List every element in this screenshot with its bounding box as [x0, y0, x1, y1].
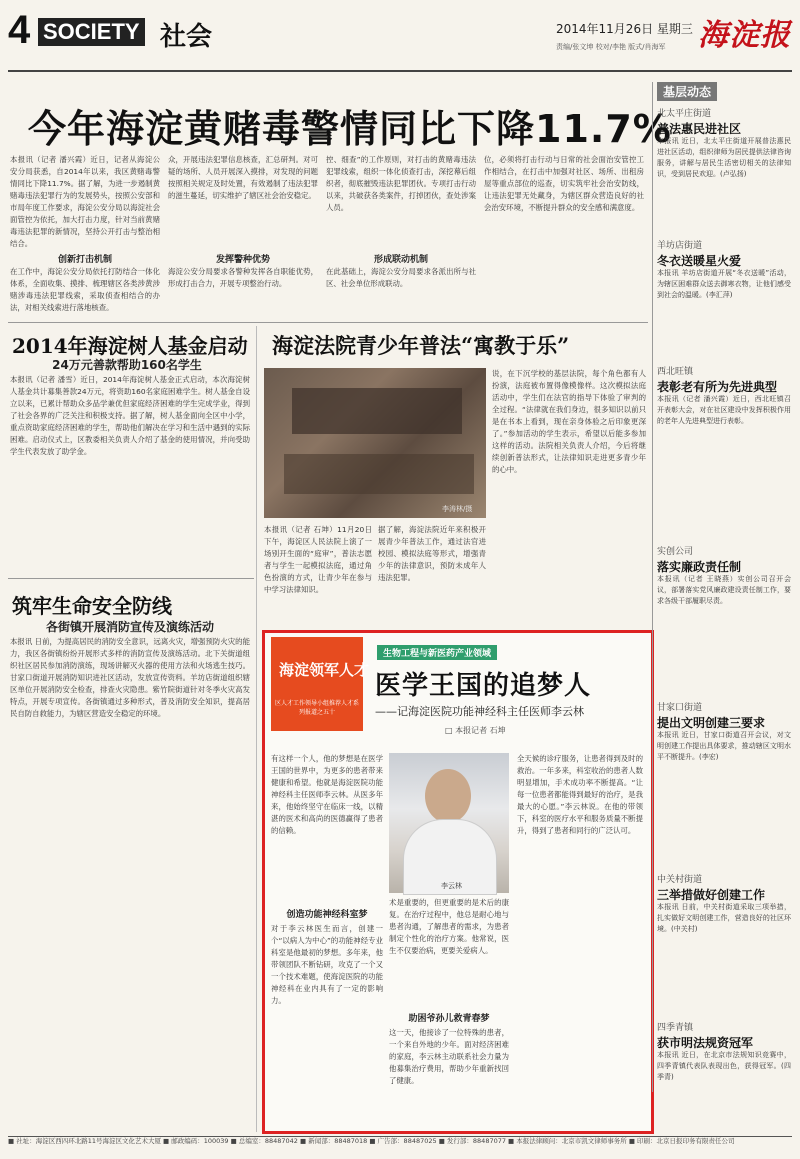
- masthead: [8, 6, 792, 72]
- sidebar-item-kicker: 中关村街道: [657, 875, 703, 885]
- lead-headline: 今年海淀黄赌毒警情同比下降11.7%: [28, 107, 672, 151]
- fund-article-body: 本报讯（记者 潘雪）近日，2014年海淀树人基金正式启动，本次海淀树人基金共计募集善款24万元，将资助160名家庭困难学生。树人基金自设立以来，已累计帮助众多品学兼优但家庭经济困难的学生完成学业，得到了社会各界的广泛关注和积极支持。据了解，树人基金面向全区中小学，重点资助家庭经济困难的学生，帮助他们解决在学习和生活中遇到的实际困难。启动仪式上，区教委相关负责人介绍了基金的使用情况，并向受助学生代表发放了助学金。: [10, 375, 250, 456]
- page-footer: ■ 社址：海淀区西四环北路11号海淀区文化艺术大厦 ■ 邮政编码：100039 ■ 总编室：88487042 ■ 新闻部：88487018 ■ 广告部：88487025 ■ 发行部：88487077 ■ 本报法律顾问：北京市凯文律师事务所 ■ 印刷：北京日报印务有限责任公司: [8, 1136, 792, 1157]
- sidebar-item-body: 本报讯 近日，北太平庄街道开展普法惠民进社区活动，组织律师为居民提供法律咨询服务，讲解与居民生活密切相关的法律知识，受到居民欢迎。(卢弘扬): [657, 137, 791, 178]
- lead-article-col3b: 在此基础上，海淀公安分局要求各派出所与社区、社会单位形成联动。: [326, 267, 476, 288]
- issue-date: 2014年11月26日 星期三: [556, 22, 693, 36]
- sidebar-item-kicker: 甘家口街道: [657, 703, 703, 713]
- sidebar-item-kicker: 实创公司: [657, 547, 694, 557]
- doctor-head-shape: [425, 769, 471, 823]
- sidebar-item-body: 本报讯 近日，甘家口街道召开会议，对文明创建工作提出具体要求，推动辖区文明水平不断提升。(李宏): [657, 731, 791, 761]
- lead-article-col2b: 海淀公安分局要求各警种发挥各自职能优势，形成打击合力，开展专项整治行动。: [168, 267, 318, 288]
- column-divider: [256, 326, 257, 1132]
- sidebar-item-body: 本报讯 日前，中关村街道采取三项举措，扎实做好文明创建工作，营造良好的社区环境。(中关村): [657, 903, 791, 933]
- community-news-sidebar: [652, 82, 793, 1092]
- talent-badge: [271, 637, 370, 731]
- feature-category-tag: 生物工程与新医药产业领域: [377, 645, 497, 660]
- safety-article-title: 筑牢生命安全防线: [12, 594, 172, 618]
- sidebar-item-kicker: 西北旺镇: [657, 367, 694, 377]
- feature-box: [262, 630, 654, 1134]
- safety-article-subtitle: 各街镇开展消防宣传及演练活动: [45, 620, 214, 634]
- sidebar-item-kicker: 羊坊店街道: [657, 241, 703, 251]
- fund-article-subtitle: 24万元善款帮助160名学生: [52, 358, 202, 372]
- sidebar-item-headline: 普法惠民进社区: [657, 122, 742, 136]
- court-article-title: 海淀法院青少年普法“寓教于乐”: [272, 333, 570, 358]
- court-photo: [264, 368, 486, 518]
- feature-col2b: 这一天，他接诊了一位特殊的患者，一个来自外地的少年。面对经济困难的家庭，李云林主动联系社会力量为他募集治疗费用，帮助少年重新找回了健康。: [389, 1028, 509, 1085]
- fund-article-title: 2014年海淀树人基金启动: [12, 334, 248, 358]
- feature-col1: 有这样一个人，他的梦想是在医学王国的世界中，为更多的患者带来健康和希望。他就是海淀医院功能神经科主任医师李云林。从医多年来，他始终坚守在临床一线，以精湛的医术和高尚的医德赢得了患者的信赖。: [271, 754, 383, 835]
- lead-subhead-2: 发挥警种优势: [215, 255, 270, 265]
- sidebar-item-body: 本报讯 近日，在北京市法规知识竞赛中，四季青镇代表队表现出色，获得冠军。(四季青): [657, 1051, 791, 1081]
- sidebar-item-headline: 获市明法规资冠军: [657, 1036, 754, 1050]
- lead-article-col2: 众，开展违法犯罪信息核查，汇总研判。对可疑的场所、人员开展深入摸排，对发现的问题按照相关规定及时处置，有效遏制了违法犯罪的滋生蔓延，切实维护了辖区社会治安稳定。: [168, 155, 318, 200]
- section-label-en: SOCIETY: [38, 18, 145, 46]
- sidebar-item-kicker: 北太平庄街道: [657, 109, 712, 119]
- feature-byline: □ 本报记者 石坤: [445, 726, 506, 735]
- court-article-body-right: 说，在下沉学校的基层法院，每个角色都有人扮演，法庭被布置得像模像样。这次模拟法庭活动中，学生们在法官的指导下体验了审判的全过程。“法律就在我们身边，很多知识以前只是在书本上看到，现在亲身体验之后印象更深了。”参加活动的学生表示，希望以后能多参加这样的活动。法院相关负责人介绍，今后将继续创新普法形式，让法律知识走进更多青少年的心中。: [492, 369, 646, 474]
- feature-subhead-1: 创造功能神经科室梦: [286, 910, 368, 920]
- section-label-cn: 社会: [160, 22, 213, 52]
- feature-col2: 术是重要的，但更重要的是术后的康复。在治疗过程中，他总是耐心地与患者沟通，了解患者的需求，为患者制定个性化的治疗方案。他常说，医生不仅要治病，更要关爱病人。: [389, 898, 509, 955]
- sidebar-item-body: 本报讯（记者 王晓燕）实创公司召开会议，部署落实党风廉政建设责任制工作，要求各级干部履职尽责。: [657, 575, 791, 605]
- divider: [8, 322, 648, 323]
- sidebar-item-headline: 冬衣送暖星火爱: [657, 254, 742, 268]
- feature-subtitle: ——记海淀医院功能神经科主任医师李云林: [375, 705, 584, 718]
- paper-logo: 海淀报: [698, 18, 791, 53]
- staff-credits: 责编/张文坤 校对/李艳 版式/肖海军: [556, 43, 666, 51]
- badge-title: 海淀领军人才: [279, 661, 370, 679]
- photo-credit: 李涛林/摄: [442, 505, 473, 513]
- feature-col3: 全天候的诊疗服务，让患者得到及时的救治。一年多来，科室收治的患者人数明显增加，手术成功率不断提高。“让每一位患者都能得到最好的治疗，是我最大的心愿。”李云林说。在他的带领下，科室的医疗水平和服务质量不断提升，得到了患者和同行的广泛认可。: [517, 754, 643, 835]
- feature-col1b: 对于李云林医生而言，创建一个“以病人为中心”的功能神经专业科室是他最初的梦想。多年来，他带领团队不断钻研，攻克了一个又一个技术难题，使海淀医院的功能神经科在业内具有了一定的影响力。: [271, 924, 383, 1005]
- feature-subhead-2: 助困爷孙儿救青春梦: [408, 1014, 490, 1024]
- doctor-photo: [389, 753, 509, 893]
- sidebar-title: 基层动态: [657, 82, 717, 101]
- safety-article-body: 本报讯 日前，为提高居民的消防安全意识，远离火灾，增强预防火灾的能力，我区各街镇纷纷开展形式多样的消防宣传及演练活动。北下关街道组织社区居民参加消防演练，现场讲解灭火器的使用方法和火场逃生技巧。甘家口街道开展消防知识进社区活动，发放宣传资料。羊坊店街道组织辖区单位开展消防安全检查，排查火灾隐患。紫竹院街道针对冬季火灾高发特点，开展专项宣传。各街镇通过多种形式，普及消防安全知识，提高居民自防自救能力，为辖区营造安全稳定的环境。: [10, 637, 250, 718]
- courtroom-bench-shape: [292, 388, 462, 434]
- sidebar-item-body: 本报讯（记者 潘兴霞）近日，西北旺镇召开表彰大会，对在社区建设中发挥积极作用的老年人先进典型进行表彰。: [657, 395, 791, 425]
- badge-subtitle: 区人才工作领导小组推荐人才系列报道之五十: [275, 700, 360, 716]
- sidebar-item-headline: 提出文明创建三要求: [657, 716, 766, 730]
- sidebar-item-body: 本报讯 羊坊店街道开展“冬衣送暖”活动，为辖区困难群众送去御寒衣物，让他们感受到社会的温暖。(李汇萍): [657, 269, 791, 299]
- lead-article-col1: 本报讯（记者 潘兴霞）近日，记者从海淀公安分局获悉，自2014年以来，我区黄赌毒警情同比下降11.7%。据了解，为进一步遏制黄赌毒违法犯罪行为的发展势头，按照公安部和市局年度工作要求，海淀公安分局以海淀社会面管控为依托，加大打击力度，针对当前黄赌毒违法犯罪的新情况，坚持公开打击与整治相结合。: [10, 155, 160, 248]
- sidebar-item-kicker: 四季青镇: [657, 1023, 694, 1033]
- lead-subhead-3: 形成联动机制: [373, 255, 428, 265]
- sidebar-item-headline: 落实廉政责任制: [657, 560, 742, 574]
- page-number: 4: [8, 8, 31, 52]
- sidebar-item-headline: 表彰老有所为先进典型: [657, 380, 778, 394]
- courtroom-desk-shape: [284, 454, 474, 494]
- divider: [8, 578, 254, 579]
- feature-title: 医学王国的追梦人: [375, 671, 592, 701]
- sidebar-item-headline: 三举措做好创建工作: [657, 888, 766, 902]
- lead-article-col4: 位，必须将打击行动与日常的社会面治安管控工作相结合，在打击中加强对社区、场所、出租房屋等重点部位的巡查，切实筑牢社会治安防线，让违法犯罪无处藏身，为辖区群众营造良好的社会治安环境，不断提升群众的安全感和满意度。: [484, 155, 644, 212]
- lead-article-col1b: 在工作中，海淀公安分局依托打防结合一体化体系，全面收集、摸排、梳理辖区各类涉黄涉赌涉毒违法犯罪线索，采取侦查相结合的办法，对相关线索进行落地核查。: [10, 267, 160, 312]
- lead-subhead-1: 创新打击机制: [57, 255, 112, 265]
- lead-article-col3: 控、细查”的工作原则，对打击的黄赌毒违法犯罪线索，组织一体化侦查打击，深挖幕后组织者，彻底摧毁违法犯罪团伙。专项打击行动以来，共破获各类案件，打掉团伙，查处涉案人员。: [326, 155, 476, 212]
- doctor-photo-caption: 李云林: [441, 882, 462, 890]
- court-article-body-left: 本报讯（记者 石坤）11月20日下午，海淀区人民法院上演了一场别开生面的“庭审”，普法志愿者与学生一起模拟法庭，通过角色扮演的方式，让青少年在参与中学习法律知识。: [264, 525, 372, 594]
- court-article-body-mid: 据了解，海淀法院近年来积极开展青少年普法工作，通过法官进校园、模拟法庭等形式，增强青少年的法律意识，预防未成年人违法犯罪。: [378, 525, 486, 582]
